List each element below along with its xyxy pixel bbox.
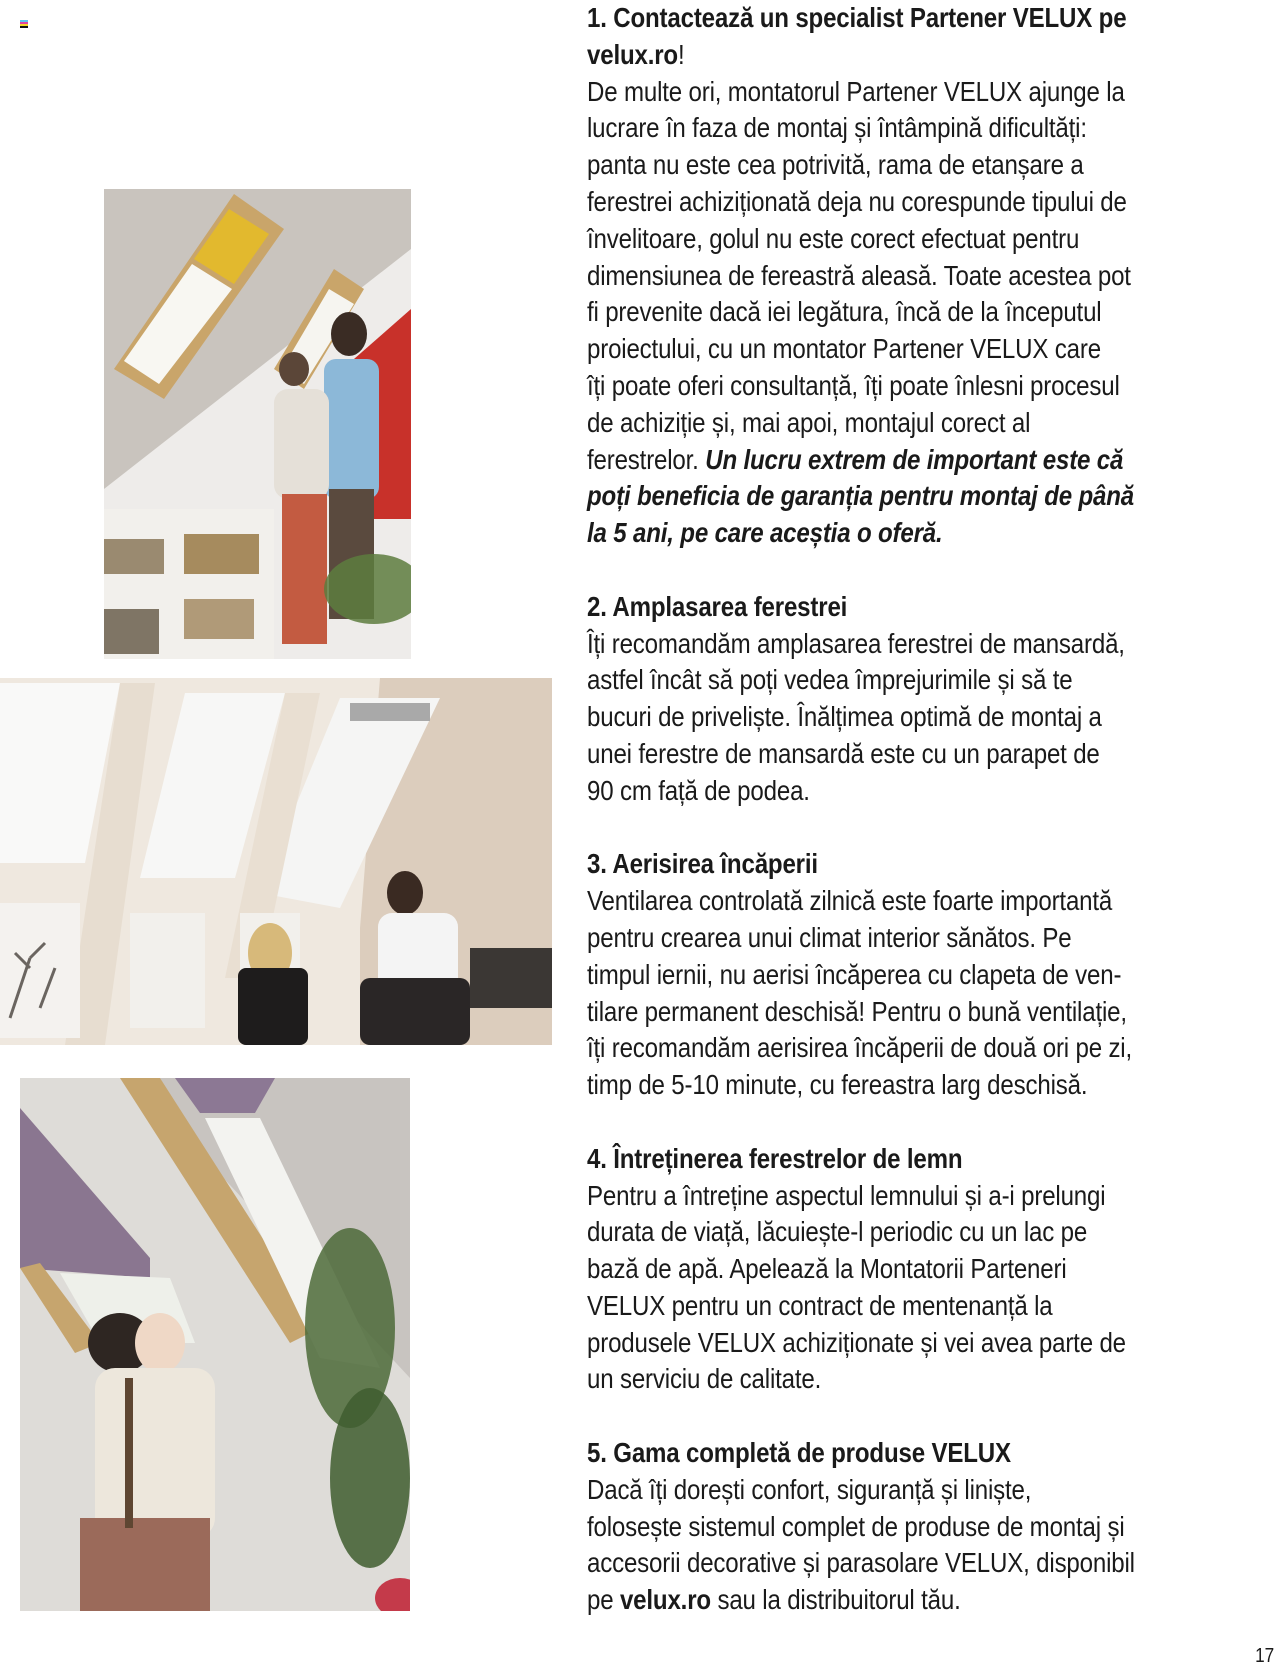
body-line: folosește sistemul complet de produse de montaj și bbox=[587, 1510, 1125, 1542]
body-line: bază de apă. Apelează la Montatorii Parteneri bbox=[587, 1253, 1067, 1285]
body-line bbox=[587, 442, 1189, 479]
body-text: sau la distribuitorul tău. bbox=[710, 1584, 961, 1616]
body-line: timpul iernii, nu aerisi încăperea cu clapeta de ven- bbox=[587, 958, 1122, 990]
heading-line bbox=[587, 37, 1189, 74]
section-body bbox=[587, 74, 1189, 552]
body-line: bucuri de priveliște. Înălțimea optimă de montaj a bbox=[587, 701, 1102, 733]
heading-exclamation: ! bbox=[677, 38, 685, 70]
body-line: 90 cm față de podea. bbox=[587, 774, 810, 806]
heading-line: 1. Contactează un specialist Partener VELUX pe bbox=[587, 2, 1127, 33]
photo-couple-roof-windows bbox=[104, 189, 411, 659]
body-line: Dacă îți dorești confort, siguranță și liniște, bbox=[587, 1473, 1032, 1505]
section-body bbox=[587, 1472, 1189, 1619]
photo-couple-bright-attic bbox=[0, 678, 552, 1045]
body-line: timp de 5-10 minute, cu fereastra larg deschisă. bbox=[587, 1069, 1088, 1101]
body-line bbox=[587, 1582, 1189, 1619]
body-line: Pentru a întreține aspectul lemnului și a-i prelungi bbox=[587, 1179, 1106, 1211]
print-registration-mark bbox=[20, 20, 28, 28]
section-wood-window-maintenance bbox=[587, 1141, 1189, 1399]
body-line: VELUX pentru un contract de mentenanță la bbox=[587, 1289, 1053, 1321]
section-body bbox=[587, 626, 1189, 810]
section-window-placement bbox=[587, 589, 1189, 810]
body-line: dimensiunea de fereastră aleasă. Toate acestea pot bbox=[587, 259, 1131, 291]
cmyk-black bbox=[20, 26, 28, 28]
body-text: ferestrelor. bbox=[587, 443, 706, 475]
body-line: Îți recomandăm amplasarea ferestrei de mansardă, bbox=[587, 627, 1125, 659]
section-body bbox=[587, 883, 1189, 1104]
warranty-emphasis-line: la 5 ani, pe care aceștia o oferă. bbox=[587, 517, 943, 549]
section-body bbox=[587, 1178, 1189, 1399]
body-line: un serviciu de calitate. bbox=[587, 1363, 822, 1395]
velux-website-link[interactable]: velux.ro bbox=[619, 1584, 711, 1616]
body-line: durata de viață, lăcuiește-l periodic cu un lac pe bbox=[587, 1216, 1088, 1248]
body-line: Ventilarea controlată zilnică este foarte importantă bbox=[587, 885, 1113, 917]
body-line: tilare permanent deschisă! Pentru o bună ventilație, bbox=[587, 995, 1127, 1027]
warranty-emphasis: Un lucru extrem de important este că bbox=[705, 443, 1124, 475]
warranty-emphasis-line: poți beneficia de garanția pentru montaj de până bbox=[587, 480, 1135, 512]
section-heading: 4. Întreținerea ferestrelor de lemn bbox=[587, 1142, 963, 1174]
velux-website-link[interactable]: velux.ro bbox=[587, 38, 678, 70]
body-line: ferestrei achiziționată deja nu corespunde tipului de bbox=[587, 185, 1127, 217]
body-line: astfel încât să poți vedea împrejurimile și să te bbox=[587, 664, 1073, 696]
section-heading: 5. Gama completă de produse VELUX bbox=[587, 1437, 1011, 1469]
section-complete-product-range bbox=[587, 1435, 1189, 1619]
body-line: învelitoare, golul nu este corect efectuat pentru bbox=[587, 222, 1080, 254]
body-line: îți recomandăm aerisirea încăperii de două ori pe zi, bbox=[587, 1032, 1133, 1064]
section-heading bbox=[587, 0, 1189, 74]
body-text: pe bbox=[587, 1584, 620, 1616]
section-heading: 2. Amplasarea ferestrei bbox=[587, 590, 848, 622]
body-line: lucrare în faza de montaj și întâmpină dificultăți: bbox=[587, 112, 1087, 144]
body-line: De multe ori, montatorul Partener VELUX ajunge la bbox=[587, 75, 1125, 107]
section-heading: 3. Aerisirea încăperii bbox=[587, 848, 818, 880]
body-line: de achiziție și, mai apoi, montajul corect al bbox=[587, 406, 1031, 438]
body-line: unei ferestre de mansardă este cu un parapet de bbox=[587, 737, 1100, 769]
section-room-ventilation bbox=[587, 846, 1189, 1104]
body-line: pentru crearea unui climat interior sănătos. Pe bbox=[587, 921, 1072, 953]
body-line: accesorii decorative și parasolare VELUX, disponibil bbox=[587, 1547, 1135, 1579]
page-number: 17 bbox=[1254, 1645, 1274, 1667]
photo-girl-roof-window bbox=[20, 1078, 410, 1611]
body-line: produsele VELUX achiziționate și vei avea parte de bbox=[587, 1326, 1126, 1358]
body-line: proiectului, cu un montator Partener VELUX care bbox=[587, 333, 1101, 365]
article-text-column bbox=[587, 0, 1189, 1656]
body-line: îți poate oferi consultanță, îți poate înlesni procesul bbox=[587, 369, 1120, 401]
body-line: fi prevenite dacă iei legătura, încă de la începutul bbox=[587, 296, 1102, 328]
section-specialist-partner bbox=[587, 0, 1189, 552]
body-line: panta nu este cea potrivită, rama de etanșare a bbox=[587, 149, 1084, 181]
